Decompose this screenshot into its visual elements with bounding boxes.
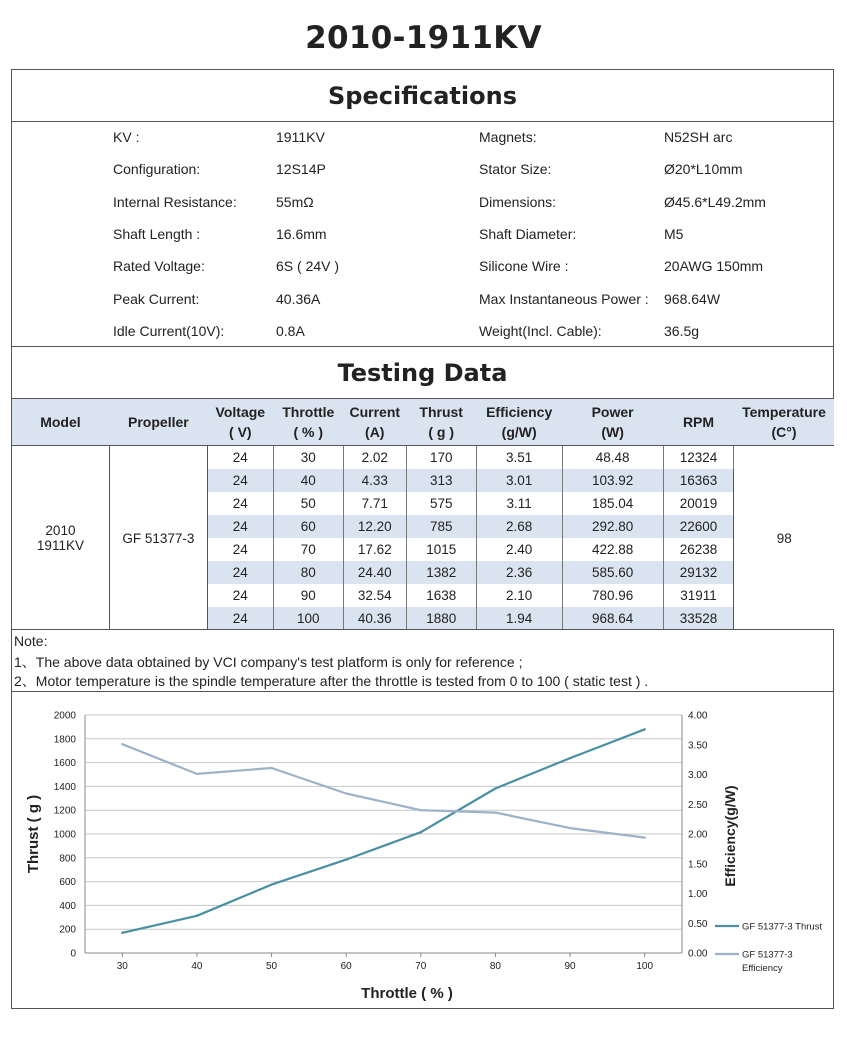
y-tick-label: 0 [70,948,76,960]
header-efficiency: Efficiency (g/W) [476,399,562,446]
spec-label: Idle Current(10V): [113,322,225,339]
x-tick-label: 40 [191,961,203,972]
thrust-data-point [569,757,571,759]
table-cell: 16363 [663,469,734,492]
page-title: 2010-1911KV [305,20,542,56]
header-rpm: RPM [663,399,734,446]
y-tick-label: 600 [59,877,76,889]
spec-value: 36.5g [664,322,700,339]
divider [11,121,834,122]
header-throttle: Throttle ( % ) [273,399,343,446]
efficiency-series-line [122,744,644,837]
x-tick-label: 30 [116,961,128,972]
y2-tick-label: 2.00 [688,829,708,841]
spec-value: 12S14P [276,161,326,178]
spec-value: Ø45.6*L49.2mm [664,193,766,210]
thrust-data-point [121,932,123,934]
efficiency-data-point [196,773,198,775]
spec-value: 16.6mm [276,225,327,242]
table-cell: 2.02 [343,446,406,470]
y-tick-label: 1800 [53,734,76,746]
y2-tick-label: 1.00 [688,889,708,900]
thrust-data-point [420,831,422,833]
table-cell: 32.54 [343,584,406,607]
table-cell: 30 [273,446,343,470]
table-cell: 103.92 [562,469,663,492]
table-cell: 2.36 [476,561,562,584]
y2-tick-label: 3.00 [688,770,708,781]
y-axis-title: Thrust ( g ) [25,794,42,874]
table-cell: 292.80 [562,515,663,538]
efficiency-data-point [569,827,571,829]
table-row [12,446,835,470]
legend-label-efficiency: GF 51377-3 [742,949,793,961]
y-tick-label: 400 [59,900,76,912]
header-voltage: Voltage ( V) [207,399,273,446]
spec-value: 1911KV [276,129,325,145]
table-cell: 90 [273,584,343,607]
table-cell: 60 [273,515,343,538]
spec-value: 20AWG 150mm [664,258,764,275]
table-cell: 1382 [406,561,476,584]
table-cell: 40.36 [343,607,406,630]
table-cell: 422.88 [562,538,663,561]
table-cell: 2.40 [476,538,562,561]
spec-value: 6S ( 24V ) [276,258,340,275]
table-cell: 24.40 [343,561,406,584]
header-temperature: Temperature (C°) [734,399,834,446]
y-tick-label: 1400 [53,781,76,793]
table-cell: 70 [273,538,343,561]
y-tick-label: 1200 [53,805,76,817]
note-line-1: 1、The above data obtained by VCI company's test platform is only for reference ; [14,654,523,670]
thrust-data-point [643,728,645,730]
spec-label: Max Instantaneous Power : [479,290,649,307]
legend-label-thrust: GF 51377-3 Thrust [742,921,823,933]
table-cell: 7.71 [343,492,406,515]
y-tick-label: 200 [59,924,76,936]
spec-label: Shaft Diameter: [479,225,577,242]
table-cell: 1.94 [476,607,562,630]
table-cell: 3.51 [476,446,562,470]
thrust-data-point [196,915,198,917]
y2-tick-label: 3.50 [688,740,708,752]
table-cell: 24 [207,607,273,630]
y2-axis-title: Efficiency(g/W) [722,785,738,887]
table-cell: 22600 [663,515,734,538]
y2-tick-label: 4.00 [688,710,708,722]
spec-value: 55mΩ [276,193,314,210]
table-cell: 3.01 [476,469,562,492]
table-cell: 585.60 [562,561,663,584]
table-cell: 80 [273,561,343,584]
testing-data-heading: Testing Data [337,359,508,387]
table-cell: 24 [207,515,273,538]
y2-tick-label: 0.50 [688,918,708,930]
propeller-cell: GF 51377-3 [109,446,207,631]
thrust-series-line [122,729,644,933]
table-cell: 48.48 [562,446,663,470]
x-tick-label: 80 [489,961,501,972]
spec-label: Magnets: [479,129,537,145]
spec-label: Rated Voltage: [113,258,205,275]
x-axis-title: Throttle ( % ) [361,985,453,1002]
table-cell: 3.11 [476,492,562,515]
divider [11,346,834,347]
x-tick-label: 70 [415,961,427,972]
y-tick-label: 1600 [53,758,76,770]
table-cell: 17.62 [343,538,406,561]
spec-value: 40.36A [276,290,321,307]
efficiency-data-point [345,792,347,794]
y-tick-label: 1000 [53,829,76,841]
spec-value: M5 [664,225,684,242]
header-current: Current (A) [343,399,406,446]
table-cell: 26238 [663,538,734,561]
x-tick-label: 50 [266,961,278,972]
spec-value: N52SH arc [664,129,733,145]
table-cell: 170 [406,446,476,470]
table-cell: 968.64 [562,607,663,630]
spec-value: 968.64W [664,290,721,307]
table-cell: 12324 [663,446,734,470]
spec-label: Shaft Length : [113,225,201,242]
table-cell: 40 [273,469,343,492]
table-cell: 1015 [406,538,476,561]
table-cell: 24 [207,538,273,561]
spec-label: Weight(Incl. Cable): [479,322,602,339]
spec-label: Peak Current: [113,290,200,307]
spec-value: 0.8A [276,322,305,339]
y2-tick-label: 0.00 [688,948,708,960]
table-cell: 313 [406,469,476,492]
table-cell: 20019 [663,492,734,515]
table-cell: 31911 [663,584,734,607]
efficiency-data-point [420,809,422,811]
x-tick-label: 60 [340,961,352,972]
header-power: Power (W) [562,399,663,446]
legend-label-efficiency: Efficiency [742,963,783,974]
table-cell: 4.33 [343,469,406,492]
note-line-2: 2、Motor temperature is the spindle temperature after the throttle is tested from 0 to 100 ( static test ) . [14,673,649,689]
thrust-efficiency-chart [11,692,834,1008]
table-cell: 24 [207,584,273,607]
table-cell: 100 [273,607,343,630]
header-model: Model [12,399,110,446]
testing-data-table [11,398,834,630]
y-tick-label: 2000 [53,710,76,722]
thrust-data-point [270,883,272,885]
table-cell: 24 [207,446,273,470]
temperature-cell: 98 [734,446,834,631]
note-heading: Note: [14,633,48,649]
table-cell: 1638 [406,584,476,607]
x-tick-label: 90 [564,961,576,972]
spec-label: Silicone Wire : [479,258,569,275]
efficiency-data-point [494,811,496,813]
divider [11,629,834,630]
spec-value: Ø20*L10mm [664,161,743,178]
spec-label: Internal Resistance: [113,193,237,210]
x-tick-label: 100 [636,961,654,972]
table-cell: 785 [406,515,476,538]
thrust-data-point [494,787,496,789]
spec-label: KV : [113,129,140,145]
y2-tick-label: 1.50 [688,859,708,871]
model-cell: 2010 1911KV [12,446,110,631]
table-cell: 2.68 [476,515,562,538]
table-cell: 24 [207,561,273,584]
efficiency-data-point [270,767,272,769]
table-cell: 1880 [406,607,476,630]
specifications-heading: Specifications [328,82,517,110]
efficiency-data-point [643,836,645,838]
table-cell: 24 [207,469,273,492]
table-cell: 29132 [663,561,734,584]
spec-label: Dimensions: [479,193,557,210]
efficiency-data-point [121,743,123,745]
table-cell: 2.10 [476,584,562,607]
spec-label: Stator Size: [479,161,552,178]
table-header-row [12,399,835,446]
table-cell: 780.96 [562,584,663,607]
table-cell: 12.20 [343,515,406,538]
table-cell: 575 [406,492,476,515]
header-propeller: Propeller [109,399,207,446]
y-tick-label: 800 [59,853,76,865]
table-cell: 24 [207,492,273,515]
header-thrust: Thrust ( g ) [406,399,476,446]
thrust-data-point [345,858,347,860]
spec-label: Configuration: [113,161,201,178]
y2-tick-label: 2.50 [688,799,708,811]
table-cell: 185.04 [562,492,663,515]
table-cell: 50 [273,492,343,515]
table-cell: 33528 [663,607,734,630]
